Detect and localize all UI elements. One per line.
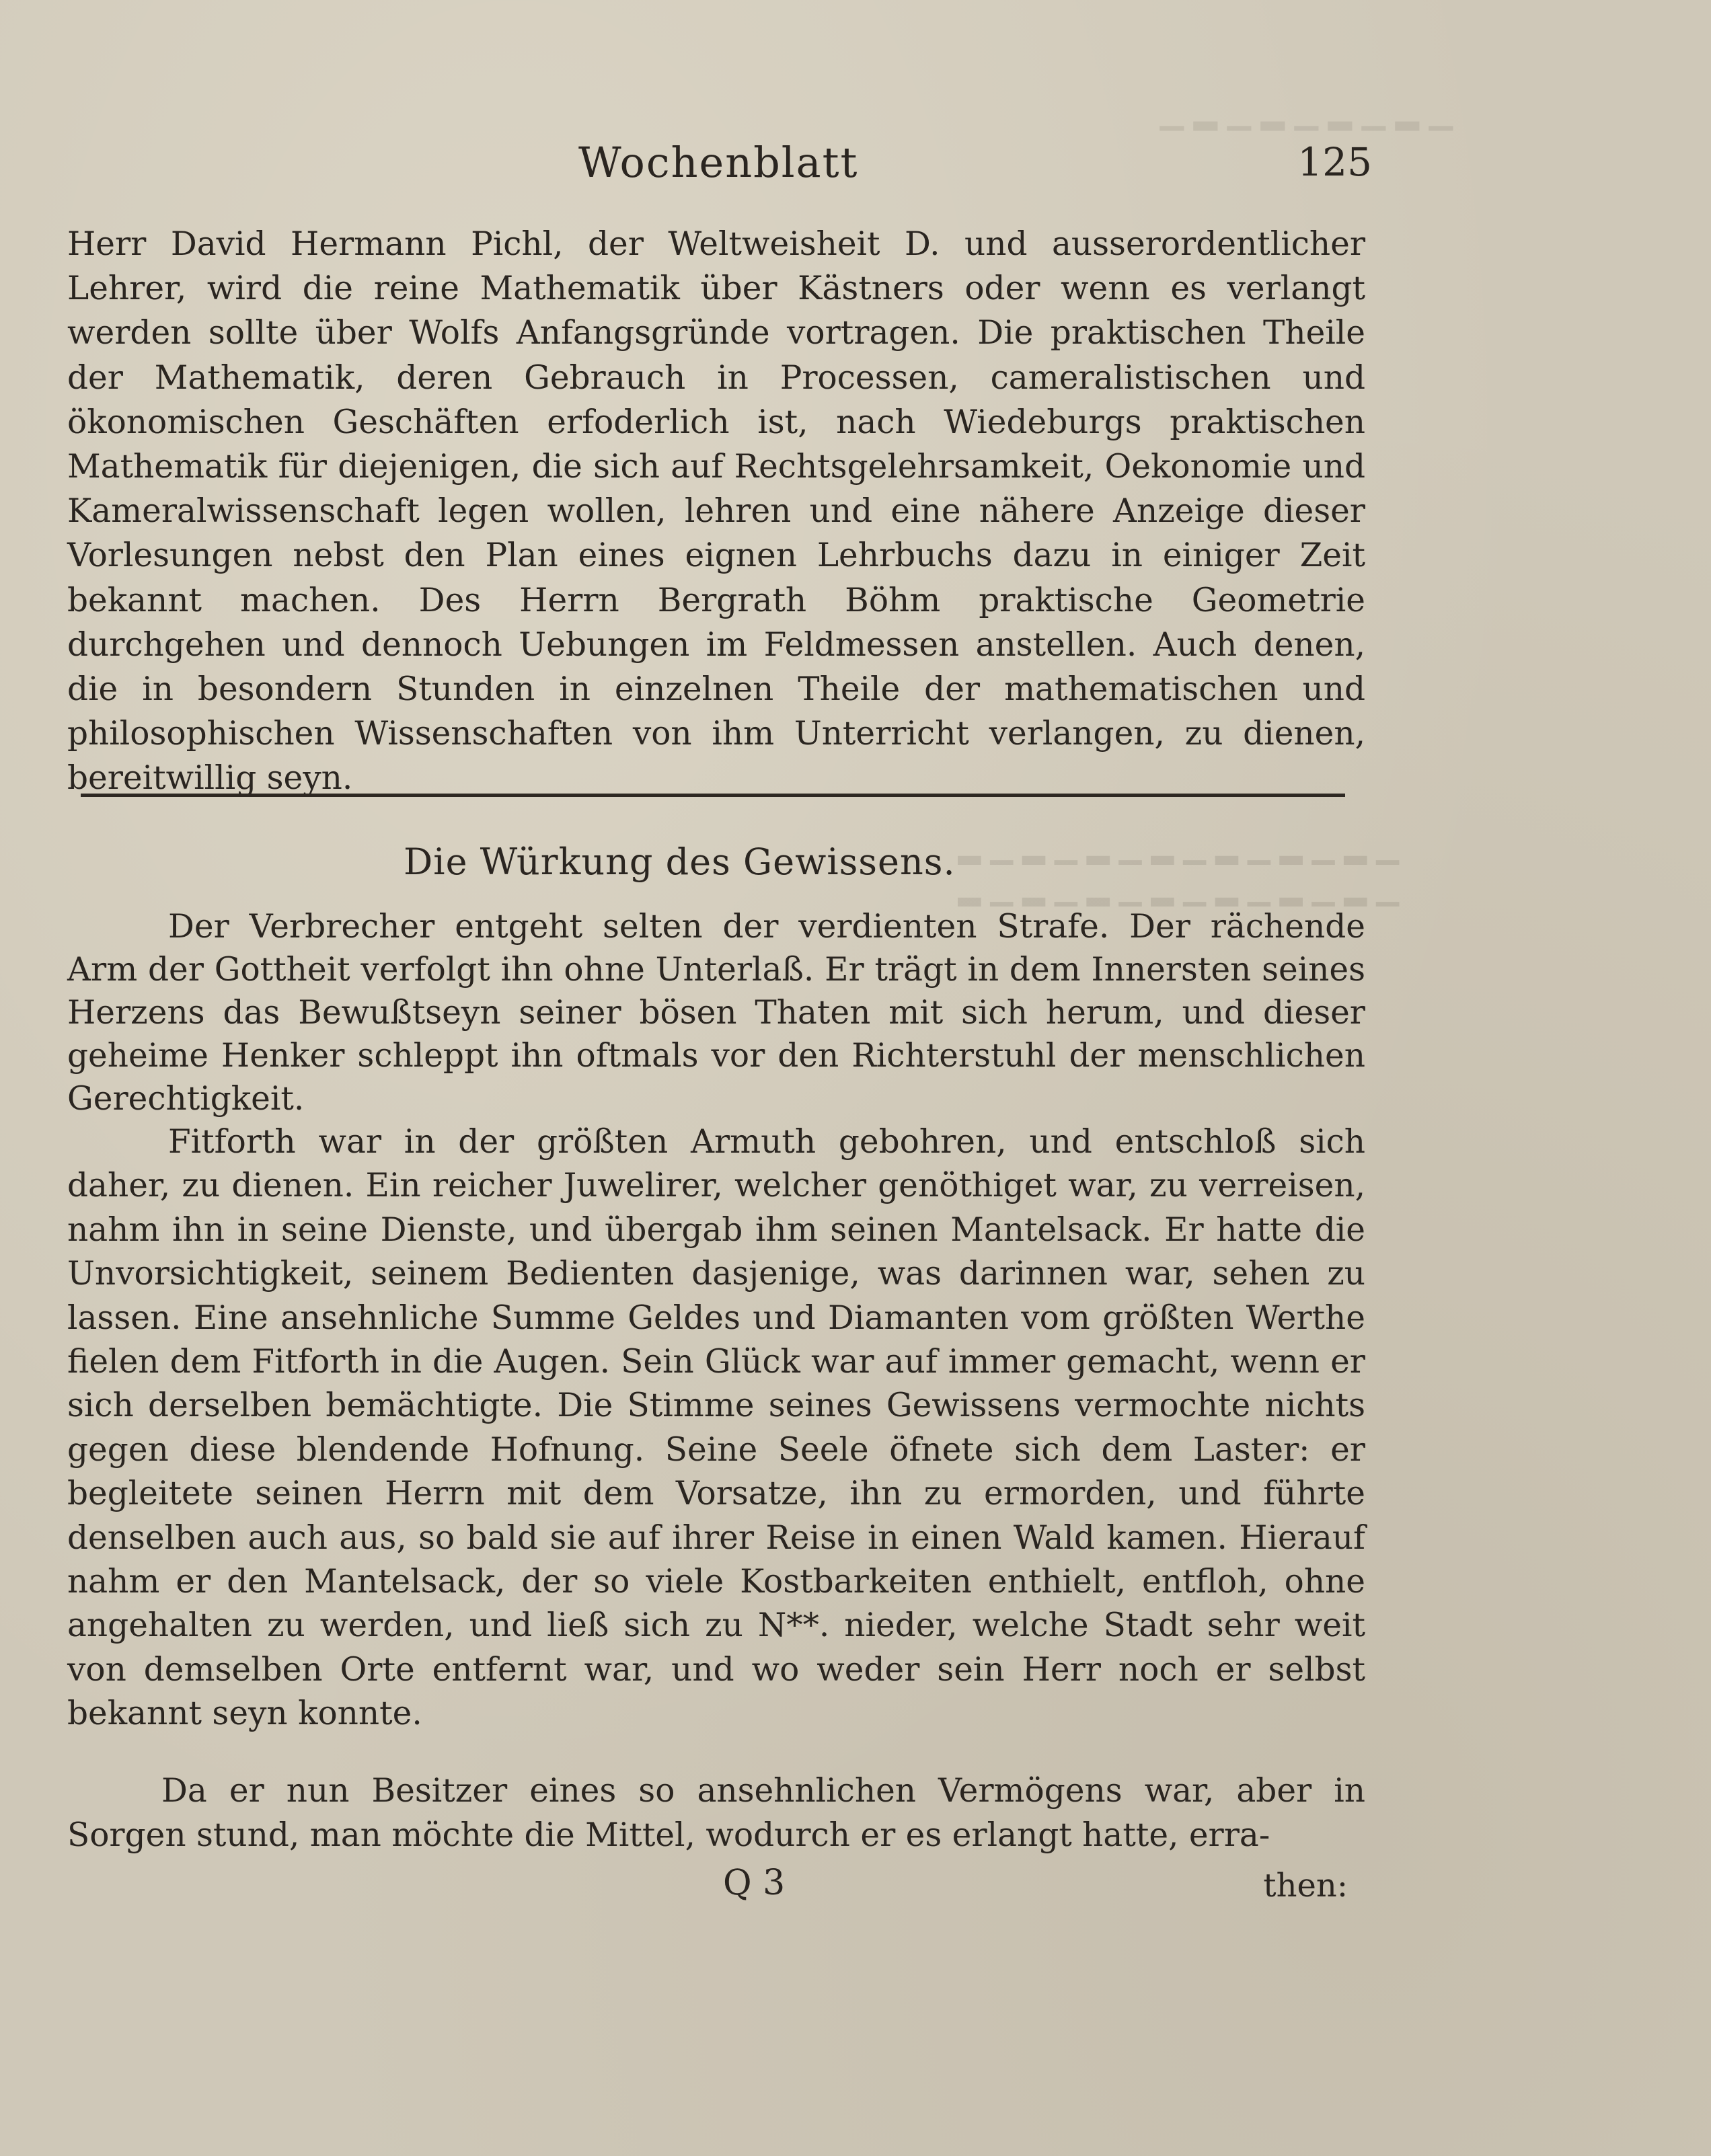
body-paragraph: Der Verbrecher entgeht selten der verdienten Strafe. Der rächende Arm der Gottheit verfolgt ihn ohne Unterlaß. Er trägt in dem Innersten seines Herzens das Bewußtseyn seiner bösen Thaten mit sich herum, und dieser geheime Henker schleppt ihn oftmals vor den Richterstuhl der menschlichen Gerechtigkeit. [67,908,1365,1118]
body-paragraph: Da er nun Besitzer eines so ansehnlichen Vermögens war, aber in Sorgen stund, man möchte die Mittel, wodurch er es erlangt hatte, erra- [67,1772,1365,1854]
body-paragraph: Herr David Hermann Pichl, der Weltweisheit D. und ausserordentlicher Lehrer, wird die reine Mathematik über Kästners oder wenn es verlangt werden sollte über Wolfs Anfangsgründe vortragen. Die praktischen Theile der Mathematik, deren Gebrauch in Processen, cameralistischen und ökonomischen Geschäften erfoderlich ist, nach Wiedeburgs praktischen Mathematik für diejenigen, die sich auf Rechtsgelehrsamkeit, Oekonomie und Kameralwissenschaft legen wollen, lehren und eine nähere Anzeige dieser Vorlesungen nebst den Plan eines eignen Lehrbuchs dazu in einiger Zeit bekannt machen. Des Herrn Bergrath Böhm praktische Geometrie durchgehen und dennoch Uebungen im Feldmessen anstellen. Auch denen, die in besondern Stunden in einzelnen Theile der mathematischen und philosophischen Wissenschaften von ihm Unterricht verlangen, zu dienen, bereitwillig seyn. [67,225,1365,798]
page-header [578,138,1372,192]
section-heading: Die Würkung des Gewissens. [404,841,956,883]
catchword: then: [1263,1867,1348,1904]
section-divider [81,794,1345,797]
signature-mark: Q 3 [723,1863,786,1903]
show-through-ghost-text: ▁ ▂ ▁ ▂ ▁ ▂ ▁ ▂ ▁ [1159,94,1453,130]
show-through-ghost-text: ▁ ▂ ▁ ▂ ▁ ▂ ▁ ▂ ▁ ▂ ▁ ▂ ▁ ▂ ▁ ▂ ▁ ▂ ▁ ▂ ▁ ▂ ▁ ▂ ▁ ▂ ▁ ▂ [958,831,1399,907]
body-paragraph: Fitforth war in der größten Armuth gebohren, und entschloß sich daher, zu dienen. Ein reicher Juwelirer, welcher genöthiget war, zu verreisen, nahm ihn in seine Dienste, und übergab ihm seinen Mantelsack. Er hatte die Unvorsichtigkeit, seinem Bedienten dasjenige, was darinnen war, sehen zu lassen. Eine ansehnliche Summe Geldes und Diamanten vom größten Werthe fielen dem Fitforth in die Augen. Sein Glück war auf immer gemacht, wenn er sich derselben bemächtigte. Die Stimme seines Gewissens vermochte nichts gegen diese blendende Hofnung. Seine Seele öfnete sich dem Laster: er begleitete seinen Herrn mit dem Vorsatze, ihn zu ermorden, und führte denselben auch aus, so bald sie auf ihrer Reise in einen Wald kamen. Hierauf nahm er den Mantelsack, der so viele Kostbarkeiten enthielt, entfloh, ohne angehalten zu werden, und ließ sich zu N**. nieder, welche Stadt sehr weit von demselben Orte entfernt war, und wo weder sein Herr noch er selbst bekannt seyn konnte. [67,1123,1365,1733]
page-number: 125 [1297,139,1372,185]
running-title: Wochenblatt [578,138,859,187]
